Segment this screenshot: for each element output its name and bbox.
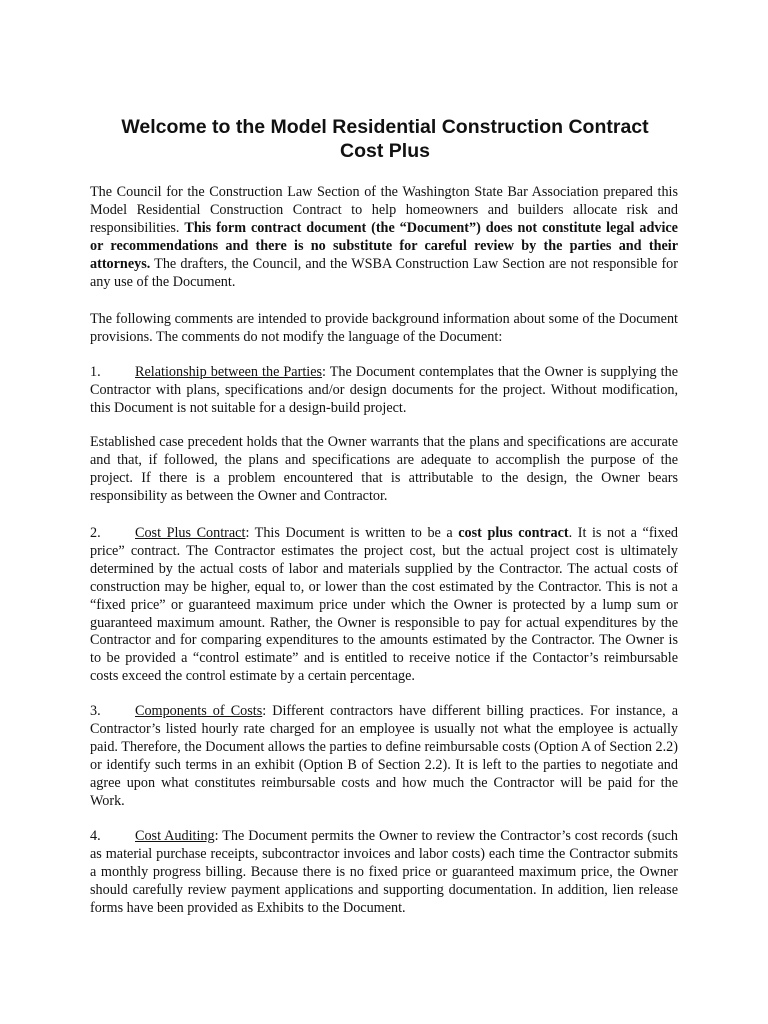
section-1 (90, 364, 678, 418)
comments-intro-paragraph (90, 311, 678, 347)
section-1-paragraph-2-text: Established case precedent holds that the Owner warrants that the plans and specifications are accurate and that, if followed, the plans and specifications are adequate to accomplish the purpose of the project. If there is a problem encountered that is attributable to the design, the Owner bears responsibility as between the Owner and Contractor. (90, 434, 678, 504)
intro-paragraph (90, 184, 678, 291)
intro-text-1: The Council for the Construction Law Section of the Washington State Bar Association prepared this Model Residential Construction Contract to help homeowners and builders allocate risk and responsibilities. (90, 184, 678, 236)
section-2-heading: Cost Plus Contract (135, 525, 246, 541)
section-2-number: 2. (90, 525, 101, 541)
comments-intro-text: The following comments are intended to provide background information about some of the Document provisions. The comments do not modify the language of the Document: (90, 311, 678, 345)
section-4-text: : The Document permits the Owner to review the Contractor’s cost records (such as material purchase receipts, subcontractor invoices and labor costs) each time the Contractor submits a monthly progress billing. Because there is no fixed price or guaranteed maximum price, the Owner should carefully review payment applications and supporting documentation. In addition, lien release forms have been provided as Exhibits to the Document. (90, 828, 678, 916)
section-2-bold: cost plus contract (458, 525, 569, 541)
section-4 (90, 828, 678, 918)
section-3-heading: Components of Costs (135, 703, 263, 719)
section-4-number: 4. (90, 828, 101, 844)
section-4-heading: Cost Auditing (135, 828, 215, 844)
section-1-heading: Relationship between the Parties (135, 364, 323, 380)
section-3 (90, 703, 678, 810)
section-1-text: : The Document contemplates that the Owner is supplying the Contractor with plans, specifications and/or design documents for the project. Without modification, this Document is not suitable for a design-build project. (90, 364, 678, 416)
intro-disclaimer: This form contract document (the “Document”) does not constitute legal advice or recommendations and there is no substitute for careful review by the parties and their attorneys. (90, 219, 678, 272)
document-subtitle: Cost Plus (340, 140, 430, 162)
section-1-paragraph-2 (90, 434, 678, 506)
document-title: Welcome to the Model Residential Construction Contract (121, 116, 649, 138)
section-2 (90, 525, 678, 686)
section-3-number: 3. (90, 703, 101, 719)
section-3-text: : Different contractors have different billing practices. For instance, a Contractor’s listed hourly rate charged for an employee is usually not what the employee is actually paid. Therefore, the Document allows the parties to define reimbursable costs (Option A of Section 2.2) or identify such terms in an exhibit (Option B of Section 2.2). It is left to the parties to negotiate and agree upon what constitutes reimbursable costs and how much the Contractor will be paid for the Work. (90, 703, 678, 809)
intro-text-2: The drafters, the Council, and the WSBA Construction Law Section are not responsible for any use of the Document. (90, 255, 678, 290)
section-2-text-1: : This Document is written to be a (245, 525, 459, 541)
section-2-text-2: . It is not a “fixed price” contract. The Contractor estimates the project cost, but the actual project cost is ultimately determined by the actual costs of labor and materials supplied by the Contractor. The actual costs of construction may be higher, equal to, or lower than the cost estimated by the Contractor. This is not a “fixed price” or guaranteed maximum price under which the Owner is protected by a lump sum or guaranteed maximum amount. Rather, the Owner is responsible to pay for actual expenditures by the Contractor and for comparing expenditures to the amounts estimated by the Contractor. The Owner is to be provided a “control estimate” and is entitled to receive notice if the Contactor’s reimbursable costs exceed the control estimate by a certain percentage. (90, 525, 678, 685)
section-1-number: 1. (90, 364, 101, 380)
